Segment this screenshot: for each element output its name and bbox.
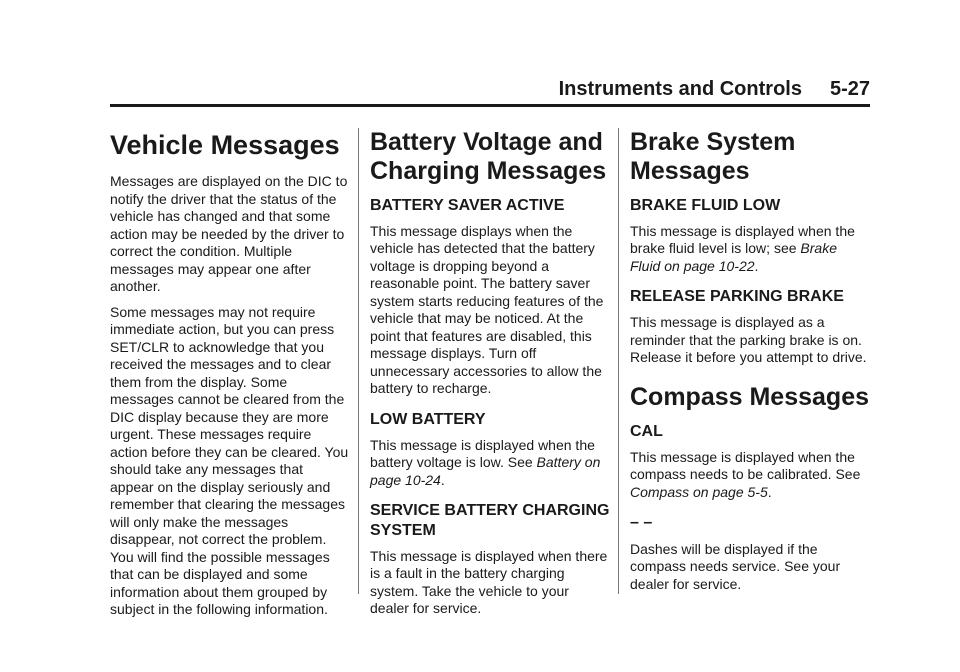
text-low-battery-body: This message is displayed when the battery voltage is low. See: [370, 436, 595, 471]
subheading-parking-brake: RELEASE PARKING BRAKE: [630, 288, 844, 306]
page-header: [110, 78, 870, 102]
section-title: Instruments and Controls: [558, 78, 802, 100]
heading-brake-system: Brake System Messages: [630, 128, 796, 185]
column-divider: [358, 128, 359, 594]
page-number: 5-27: [829, 78, 870, 100]
heading-battery-charging: Battery Voltage and Charging Messages: [370, 128, 607, 185]
column-brake-compass: [630, 128, 870, 601]
link-battery-ref[interactable]: Battery on page 10-24: [370, 454, 601, 488]
text-period: .: [767, 483, 772, 500]
paragraph-clearing: Some messages may not require immediate action, but you can press SET/CLR to acknowledge that you received the messages and to clear them from the display. Some messages cannot be cleared from the DIC display because they are more urgent. These messages require action before they can be cleared. You should take any messages that appear on the display seriously and remember that clearing the messages will only make the messages disappear, not correct the problem. You will find the possible messages that can be displayed and some information about them grouped by subject in the following information.: [110, 303, 349, 618]
text-dashes: Dashes will be displayed if the compass needs service. See your dealer for service.: [630, 540, 841, 592]
link-brake-fluid-ref[interactable]: Brake Fluid on page 10-22: [630, 240, 837, 274]
subheading-dashes: – –: [630, 514, 653, 532]
column-vehicle-messages: [110, 128, 350, 627]
subheading-service-battery: SERVICE BATTERY CHARGING SYSTEM: [370, 502, 610, 539]
text-service-battery: This message is displayed when there is a fault in the battery charging system. Take the vehicle to your dealer for service.: [370, 547, 608, 617]
text-cal: [630, 449, 870, 502]
text-period: .: [440, 471, 445, 488]
text-brake-fluid: [630, 223, 870, 276]
text-parking-brake: This message is displayed as a reminder that the parking brake is on. Release it before you attempt to drive.: [630, 314, 867, 366]
column-battery-messages: [370, 128, 610, 626]
subheading-low-battery: LOW BATTERY: [370, 410, 486, 428]
subheading-battery-saver: BATTERY SAVER ACTIVE: [370, 196, 565, 214]
heading-compass: Compass Messages: [630, 382, 870, 411]
text-brake-fluid-body: This message is displayed when the brake fluid level is low; see: [630, 222, 855, 257]
text-battery-saver: This message displays when the vehicle has detected that the battery voltage is dropping beyond a reasonable point. The battery saver system starts reducing features of the vehicle that may be noticed. At the point that features are disabled, this message displays. Turn off unnecessary accessories to allow the battery to recharge.: [370, 222, 604, 397]
text-cal-body: This message is displayed when the compass needs to be calibrated. See: [630, 448, 861, 483]
heading-vehicle-messages: Vehicle Messages: [110, 130, 340, 160]
subheading-brake-fluid: BRAKE FLUID LOW: [630, 196, 781, 214]
text-low-battery: [370, 437, 610, 490]
link-compass-ref[interactable]: Compass on page 5-5: [630, 483, 768, 500]
header-rule: [110, 104, 870, 107]
paragraph-intro: Messages are displayed on the DIC to notify the driver that the status of the vehicle has changed and that some action may be needed by the driver to correct the condition. Multiple messages may appear one after another.: [110, 173, 348, 295]
subheading-cal: CAL: [630, 422, 663, 440]
text-period: .: [754, 257, 759, 274]
column-divider: [618, 128, 619, 594]
